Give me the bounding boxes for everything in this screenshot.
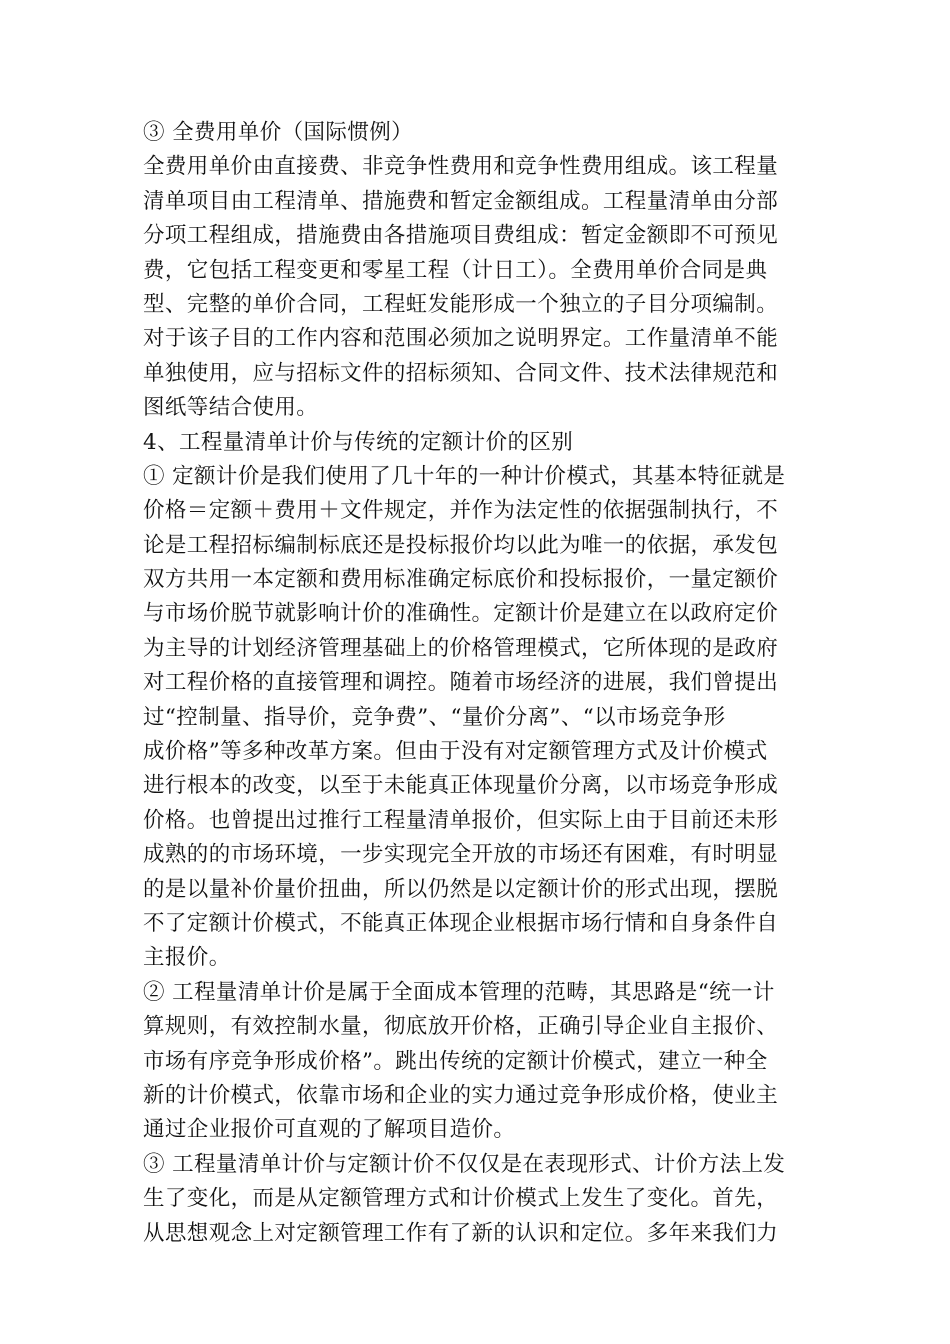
text-line: 对工程价格的直接管理和调控。随着市场经济的进展，我们曾提出 xyxy=(143,670,779,696)
text-line: 成价格”等多种改革方案。但由于没有对定额管理方式及计价模式 xyxy=(143,739,768,765)
text-line: 费，它包括工程变更和零星工程（计日工）。全费用单价合同是典 xyxy=(143,257,768,283)
text-line: 市场有序竞争形成价格”。跳出传统的定额计价模式，建立一种全 xyxy=(143,1048,768,1074)
text-line: 过“控制量、指导价，竞争费”、“量价分离”、“以市场竞争形 xyxy=(143,704,726,730)
text-line: 分项工程组成，措施费由各措施项目费组成：暂定金额即不可预见 xyxy=(143,223,779,249)
text-line: ① 定额计价是我们使用了几十年的一种计价模式，其基本特征就是 xyxy=(143,463,786,489)
text-line: 清单项目由工程清单、措施费和暂定金额组成。工程量清单由分部 xyxy=(143,188,779,214)
text-line: 主报价。 xyxy=(143,945,231,971)
text-line: 的是以量补价量价扭曲，所以仍然是以定额计价的形式出现，摆脱 xyxy=(143,876,779,902)
text-line: 成熟的的市场环境，一步实现完全开放的市场还有困难，有时明显 xyxy=(143,842,779,868)
text-line: 生了变化，而是从定额管理方式和计价模式上发生了变化。首先， xyxy=(143,1186,779,1212)
text-line: ③ 工程量清单计价与定额计价不仅仅是在表现形式、计价方法上发 xyxy=(143,1151,786,1177)
text-line: 型、完整的单价合同，工程蚟发能形成一个独立的子目分项编制。 xyxy=(143,291,779,317)
text-line: 通过企业报价可直观的了解项目造价。 xyxy=(143,1117,516,1143)
text-line: 为主导的计划经济管理基础上的价格管理模式，它所体现的是政府 xyxy=(143,635,779,661)
document-body xyxy=(143,116,811,1251)
text-line: 双方共用一本定额和费用标准确定标底价和投标报价，一量定额价 xyxy=(143,567,779,593)
text-line: 价格＝定额＋费用＋文件规定，并作为法定性的依据强制执行，不 xyxy=(143,498,779,524)
text-line: 算规则，有效控制水量，彻底放开价格，正确引导企业自主报价、 xyxy=(143,1014,779,1040)
text-line: 价格。也曾提出过推行工程量清单报价，但实际上由于目前还未形 xyxy=(143,807,779,833)
text-line: 进行根本的改变，以至于未能真正体现量价分离，以市场竞争形成 xyxy=(143,773,779,799)
text-line: 从思想观念上对定额管理工作有了新的认识和定位。多年来我们力 xyxy=(143,1220,779,1246)
text-line: 不了定额计价模式，不能真正体现企业根据市场行情和自身条件自 xyxy=(143,910,779,936)
text-line: 新的计价模式，依靠市场和企业的实力通过竞争形成价格，使业主 xyxy=(143,1082,779,1108)
section-heading: 4、工程量清单计价与传统的定额计价的区别 xyxy=(143,429,574,455)
text-line: 全费用单价由直接费、非竞争性费用和竞争性费用组成。该工程量 xyxy=(143,154,779,180)
text-line: ② 工程量清单计价是属于全面成本管理的范畴，其思路是“统一计 xyxy=(143,979,775,1005)
text-line: 与市场价脱节就影响计价的准确性。定额计价是建立在以政府定价 xyxy=(143,601,779,627)
text-line: 对于该子目的工作内容和范围必须加之说明界定。工作量清单不能 xyxy=(143,326,779,352)
text-line: ③ 全费用单价（国际惯例） xyxy=(143,120,414,145)
text-line: 论是工程招标编制标底还是投标报价均以此为唯一的依据，承发包 xyxy=(143,532,779,558)
text-line: 图纸等结合使用。 xyxy=(143,395,319,421)
text-line: 单独使用，应与招标文件的招标须知、合同文件、技术法律规范和 xyxy=(143,360,779,386)
